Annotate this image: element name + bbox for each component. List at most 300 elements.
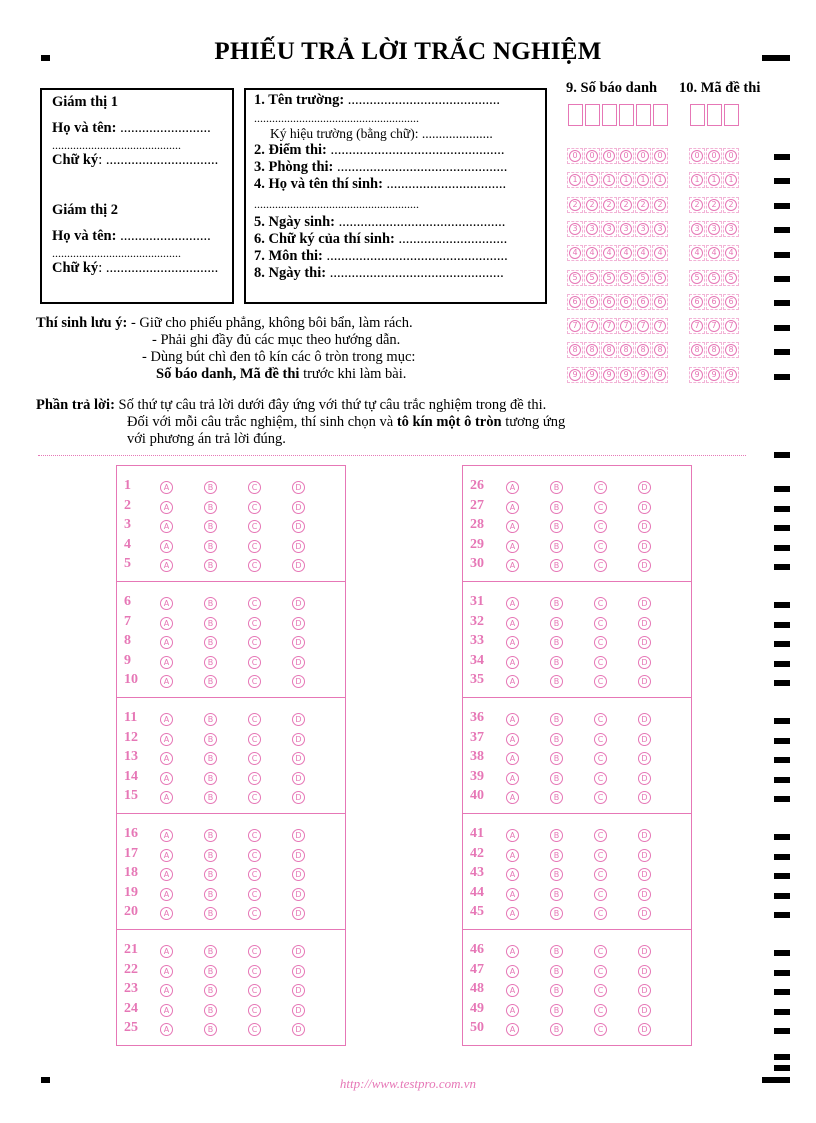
- answer-bubble-a[interactable]: A: [160, 945, 173, 958]
- sbd-digit-bubble[interactable]: 5: [586, 272, 598, 284]
- made-digit-bubble[interactable]: 5: [708, 272, 720, 284]
- made-digit-bubble[interactable]: 1: [708, 174, 720, 186]
- answer-bubble-a[interactable]: A: [160, 559, 173, 572]
- answer-bubble-c[interactable]: C: [594, 907, 607, 920]
- sbd-digit-bubble[interactable]: 2: [637, 199, 649, 211]
- answer-bubble-c[interactable]: C: [248, 849, 261, 862]
- school-field-line[interactable]: .......................................................: [254, 111, 419, 125]
- answer-bubble-a[interactable]: A: [160, 520, 173, 533]
- answer-bubble-a[interactable]: A: [160, 829, 173, 842]
- answer-bubble-b[interactable]: B: [204, 752, 217, 765]
- answer-bubble-c[interactable]: C: [248, 888, 261, 901]
- answer-bubble-a[interactable]: A: [506, 1004, 519, 1017]
- answer-bubble-d[interactable]: D: [638, 501, 651, 514]
- made-digit-bubble[interactable]: 7: [725, 320, 737, 332]
- answer-bubble-d[interactable]: D: [638, 597, 651, 610]
- answer-bubble-c[interactable]: C: [594, 481, 607, 494]
- sbd-digit-bubble[interactable]: 8: [620, 344, 632, 356]
- sbd-digit-bubble[interactable]: 3: [569, 223, 581, 235]
- answer-bubble-b[interactable]: B: [204, 1004, 217, 1017]
- answer-bubble-c[interactable]: C: [594, 501, 607, 514]
- answer-bubble-b[interactable]: B: [550, 907, 563, 920]
- made-digit-bubble[interactable]: 1: [725, 174, 737, 186]
- answer-bubble-c[interactable]: C: [248, 829, 261, 842]
- answer-bubble-d[interactable]: D: [638, 520, 651, 533]
- answer-bubble-b[interactable]: B: [550, 868, 563, 881]
- answer-bubble-d[interactable]: D: [638, 907, 651, 920]
- made-digit-bubble[interactable]: 0: [725, 150, 737, 162]
- supervisor-1-name[interactable]: Họ và tên: .........................: [52, 120, 211, 136]
- answer-bubble-d[interactable]: D: [638, 791, 651, 804]
- sbd-digit-bubble[interactable]: 2: [586, 199, 598, 211]
- answer-bubble-b[interactable]: B: [550, 597, 563, 610]
- school-code-field[interactable]: Ký hiệu trường (bằng chữ): .....................: [270, 126, 493, 141]
- answer-bubble-c[interactable]: C: [248, 984, 261, 997]
- answer-bubble-a[interactable]: A: [160, 481, 173, 494]
- answer-bubble-c[interactable]: C: [248, 481, 261, 494]
- sbd-digit-bubble[interactable]: 5: [620, 272, 632, 284]
- sbd-digit-bubble[interactable]: 0: [586, 150, 598, 162]
- answer-bubble-c[interactable]: C: [594, 733, 607, 746]
- answer-bubble-a[interactable]: A: [506, 1023, 519, 1036]
- answer-bubble-a[interactable]: A: [160, 675, 173, 688]
- answer-bubble-a[interactable]: A: [506, 772, 519, 785]
- answer-bubble-d[interactable]: D: [292, 559, 305, 572]
- answer-bubble-b[interactable]: B: [204, 772, 217, 785]
- subject-field[interactable]: 7. Môn thi: ..................................................: [254, 248, 508, 264]
- answer-bubble-a[interactable]: A: [160, 656, 173, 669]
- sbd-digit-bubble[interactable]: 4: [603, 247, 615, 259]
- answer-bubble-b[interactable]: B: [550, 772, 563, 785]
- sbd-digit-bubble[interactable]: 1: [569, 174, 581, 186]
- answer-bubble-c[interactable]: C: [594, 1023, 607, 1036]
- sbd-digit-bubble[interactable]: 3: [603, 223, 615, 235]
- answer-bubble-c[interactable]: C: [594, 984, 607, 997]
- answer-bubble-c[interactable]: C: [248, 501, 261, 514]
- answer-bubble-b[interactable]: B: [204, 829, 217, 842]
- answer-bubble-d[interactable]: D: [292, 791, 305, 804]
- answer-bubble-b[interactable]: B: [550, 984, 563, 997]
- answer-bubble-c[interactable]: C: [248, 752, 261, 765]
- answer-bubble-a[interactable]: A: [160, 501, 173, 514]
- supervisor-1-name-line[interactable]: ...........................................: [52, 138, 181, 152]
- answer-bubble-b[interactable]: B: [204, 675, 217, 688]
- answer-bubble-d[interactable]: D: [638, 849, 651, 862]
- sbd-digit-bubble[interactable]: 0: [637, 150, 649, 162]
- answer-bubble-c[interactable]: C: [248, 1004, 261, 1017]
- made-digit-bubble[interactable]: 6: [725, 296, 737, 308]
- sbd-digit-box[interactable]: [653, 104, 668, 126]
- answer-bubble-d[interactable]: D: [638, 675, 651, 688]
- answer-bubble-d[interactable]: D: [638, 888, 651, 901]
- answer-bubble-a[interactable]: A: [506, 559, 519, 572]
- answer-bubble-c[interactable]: C: [594, 520, 607, 533]
- answer-bubble-d[interactable]: D: [638, 713, 651, 726]
- answer-bubble-a[interactable]: A: [506, 907, 519, 920]
- made-digit-bubble[interactable]: 8: [691, 344, 703, 356]
- answer-bubble-a[interactable]: A: [506, 829, 519, 842]
- answer-bubble-d[interactable]: D: [292, 733, 305, 746]
- answer-bubble-d[interactable]: D: [292, 984, 305, 997]
- answer-bubble-a[interactable]: A: [160, 791, 173, 804]
- made-digit-box[interactable]: [690, 104, 705, 126]
- answer-bubble-c[interactable]: C: [594, 636, 607, 649]
- answer-bubble-c[interactable]: C: [248, 772, 261, 785]
- made-digit-bubble[interactable]: 7: [691, 320, 703, 332]
- answer-bubble-d[interactable]: D: [292, 481, 305, 494]
- sbd-digit-bubble[interactable]: 2: [569, 199, 581, 211]
- sbd-digit-bubble[interactable]: 7: [603, 320, 615, 332]
- answer-bubble-c[interactable]: C: [248, 965, 261, 978]
- room-field[interactable]: 3. Phòng thi: ...............................................: [254, 159, 508, 175]
- answer-bubble-b[interactable]: B: [204, 791, 217, 804]
- answer-bubble-b[interactable]: B: [550, 888, 563, 901]
- answer-bubble-b[interactable]: B: [550, 559, 563, 572]
- sbd-digit-bubble[interactable]: 9: [654, 369, 666, 381]
- made-digit-box[interactable]: [724, 104, 739, 126]
- made-digit-bubble[interactable]: 9: [708, 369, 720, 381]
- answer-bubble-a[interactable]: A: [506, 733, 519, 746]
- sbd-digit-bubble[interactable]: 2: [603, 199, 615, 211]
- answer-bubble-b[interactable]: B: [204, 481, 217, 494]
- school-field[interactable]: 1. Tên trường: ..........................................: [254, 92, 501, 108]
- answer-bubble-b[interactable]: B: [204, 597, 217, 610]
- answer-bubble-d[interactable]: D: [292, 1004, 305, 1017]
- sbd-digit-bubble[interactable]: 7: [569, 320, 581, 332]
- answer-bubble-a[interactable]: A: [160, 772, 173, 785]
- sbd-digit-bubble[interactable]: 8: [586, 344, 598, 356]
- answer-bubble-d[interactable]: D: [292, 752, 305, 765]
- made-digit-bubble[interactable]: 5: [691, 272, 703, 284]
- answer-bubble-c[interactable]: C: [248, 907, 261, 920]
- answer-bubble-d[interactable]: D: [292, 675, 305, 688]
- answer-bubble-c[interactable]: C: [248, 945, 261, 958]
- sbd-digit-bubble[interactable]: 4: [620, 247, 632, 259]
- answer-bubble-d[interactable]: D: [638, 752, 651, 765]
- sbd-digit-bubble[interactable]: 7: [586, 320, 598, 332]
- answer-bubble-a[interactable]: A: [506, 984, 519, 997]
- made-digit-bubble[interactable]: 0: [691, 150, 703, 162]
- sbd-digit-box[interactable]: [585, 104, 600, 126]
- made-digit-bubble[interactable]: 4: [725, 247, 737, 259]
- answer-bubble-a[interactable]: A: [160, 1004, 173, 1017]
- answer-bubble-b[interactable]: B: [204, 907, 217, 920]
- answer-bubble-a[interactable]: A: [160, 1023, 173, 1036]
- answer-bubble-b[interactable]: B: [204, 888, 217, 901]
- answer-bubble-a[interactable]: A: [506, 965, 519, 978]
- answer-bubble-b[interactable]: B: [204, 733, 217, 746]
- sbd-digit-bubble[interactable]: 9: [637, 369, 649, 381]
- sbd-digit-bubble[interactable]: 5: [603, 272, 615, 284]
- supervisor-2-name[interactable]: Họ và tên: .........................: [52, 228, 211, 244]
- answer-bubble-a[interactable]: A: [160, 733, 173, 746]
- answer-bubble-d[interactable]: D: [292, 520, 305, 533]
- made-digit-bubble[interactable]: 6: [708, 296, 720, 308]
- answer-bubble-d[interactable]: D: [638, 945, 651, 958]
- answer-bubble-b[interactable]: B: [550, 520, 563, 533]
- sbd-digit-bubble[interactable]: 3: [637, 223, 649, 235]
- answer-bubble-d[interactable]: D: [292, 1023, 305, 1036]
- sbd-digit-bubble[interactable]: 9: [620, 369, 632, 381]
- made-digit-bubble[interactable]: 3: [691, 223, 703, 235]
- answer-bubble-b[interactable]: B: [204, 1023, 217, 1036]
- answer-bubble-c[interactable]: C: [594, 1004, 607, 1017]
- answer-bubble-b[interactable]: B: [550, 1023, 563, 1036]
- answer-bubble-c[interactable]: C: [248, 868, 261, 881]
- answer-bubble-d[interactable]: D: [292, 636, 305, 649]
- answer-bubble-c[interactable]: C: [594, 965, 607, 978]
- answer-bubble-b[interactable]: B: [550, 1004, 563, 1017]
- sbd-digit-bubble[interactable]: 4: [586, 247, 598, 259]
- sbd-digit-bubble[interactable]: 7: [637, 320, 649, 332]
- sbd-digit-box[interactable]: [602, 104, 617, 126]
- sbd-digit-bubble[interactable]: 6: [654, 296, 666, 308]
- answer-bubble-a[interactable]: A: [160, 597, 173, 610]
- answer-bubble-b[interactable]: B: [204, 520, 217, 533]
- answer-bubble-b[interactable]: B: [550, 945, 563, 958]
- answer-bubble-a[interactable]: A: [160, 540, 173, 553]
- sbd-digit-bubble[interactable]: 1: [603, 174, 615, 186]
- answer-bubble-b[interactable]: B: [550, 636, 563, 649]
- answer-bubble-c[interactable]: C: [248, 656, 261, 669]
- answer-bubble-b[interactable]: B: [550, 713, 563, 726]
- supervisor-2-sign[interactable]: Chữ ký: ...............................: [52, 260, 219, 276]
- made-digit-bubble[interactable]: 2: [708, 199, 720, 211]
- answer-bubble-a[interactable]: A: [160, 888, 173, 901]
- answer-bubble-d[interactable]: D: [638, 829, 651, 842]
- sbd-digit-bubble[interactable]: 5: [637, 272, 649, 284]
- sbd-digit-bubble[interactable]: 0: [654, 150, 666, 162]
- answer-bubble-a[interactable]: A: [506, 752, 519, 765]
- footer-url[interactable]: http://www.testpro.com.vn: [339, 1076, 477, 1091]
- answer-bubble-a[interactable]: A: [506, 501, 519, 514]
- answer-bubble-a[interactable]: A: [506, 597, 519, 610]
- answer-bubble-a[interactable]: A: [506, 675, 519, 688]
- answer-bubble-c[interactable]: C: [248, 597, 261, 610]
- answer-bubble-b[interactable]: B: [550, 733, 563, 746]
- made-digit-bubble[interactable]: 8: [725, 344, 737, 356]
- candidate-name-line[interactable]: .......................................................: [254, 197, 419, 211]
- supervisor-2-name-line[interactable]: ...........................................: [52, 246, 181, 260]
- sbd-digit-bubble[interactable]: 4: [654, 247, 666, 259]
- sbd-digit-bubble[interactable]: 6: [620, 296, 632, 308]
- answer-bubble-c[interactable]: C: [594, 945, 607, 958]
- answer-bubble-b[interactable]: B: [550, 675, 563, 688]
- answer-bubble-c[interactable]: C: [594, 675, 607, 688]
- sbd-digit-bubble[interactable]: 0: [620, 150, 632, 162]
- answer-bubble-a[interactable]: A: [506, 888, 519, 901]
- sbd-digit-bubble[interactable]: 3: [620, 223, 632, 235]
- answer-bubble-c[interactable]: C: [248, 617, 261, 630]
- answer-bubble-d[interactable]: D: [292, 868, 305, 881]
- answer-bubble-d[interactable]: D: [292, 540, 305, 553]
- made-digit-bubble[interactable]: 4: [691, 247, 703, 259]
- answer-bubble-c[interactable]: C: [594, 540, 607, 553]
- answer-bubble-d[interactable]: D: [638, 1023, 651, 1036]
- answer-bubble-d[interactable]: D: [292, 945, 305, 958]
- made-digit-bubble[interactable]: 9: [725, 369, 737, 381]
- answer-bubble-c[interactable]: C: [594, 713, 607, 726]
- answer-bubble-c[interactable]: C: [594, 829, 607, 842]
- candidate-sign-field[interactable]: 6. Chữ ký của thí sinh: ..............................: [254, 231, 508, 247]
- answer-bubble-d[interactable]: D: [292, 965, 305, 978]
- answer-bubble-b[interactable]: B: [204, 540, 217, 553]
- answer-bubble-d[interactable]: D: [638, 733, 651, 746]
- answer-bubble-c[interactable]: C: [594, 791, 607, 804]
- answer-bubble-d[interactable]: D: [638, 617, 651, 630]
- answer-bubble-a[interactable]: A: [506, 791, 519, 804]
- answer-bubble-b[interactable]: B: [550, 501, 563, 514]
- answer-bubble-b[interactable]: B: [550, 849, 563, 862]
- answer-bubble-b[interactable]: B: [550, 617, 563, 630]
- answer-bubble-a[interactable]: A: [506, 945, 519, 958]
- answer-bubble-c[interactable]: C: [248, 540, 261, 553]
- sbd-digit-box[interactable]: [636, 104, 651, 126]
- answer-bubble-b[interactable]: B: [204, 849, 217, 862]
- answer-bubble-d[interactable]: D: [638, 984, 651, 997]
- answer-bubble-d[interactable]: D: [292, 597, 305, 610]
- answer-bubble-b[interactable]: B: [204, 945, 217, 958]
- sbd-digit-bubble[interactable]: 2: [620, 199, 632, 211]
- answer-bubble-a[interactable]: A: [506, 636, 519, 649]
- made-digit-bubble[interactable]: 2: [725, 199, 737, 211]
- answer-bubble-d[interactable]: D: [292, 888, 305, 901]
- answer-bubble-d[interactable]: D: [638, 965, 651, 978]
- answer-bubble-b[interactable]: B: [204, 965, 217, 978]
- answer-bubble-b[interactable]: B: [550, 481, 563, 494]
- answer-bubble-b[interactable]: B: [204, 636, 217, 649]
- sbd-digit-bubble[interactable]: 7: [654, 320, 666, 332]
- sbd-digit-bubble[interactable]: 3: [654, 223, 666, 235]
- answer-bubble-a[interactable]: A: [160, 752, 173, 765]
- answer-bubble-d[interactable]: D: [638, 540, 651, 553]
- answer-bubble-b[interactable]: B: [204, 501, 217, 514]
- answer-bubble-b[interactable]: B: [550, 829, 563, 842]
- made-digit-box[interactable]: [707, 104, 722, 126]
- answer-bubble-a[interactable]: A: [506, 481, 519, 494]
- answer-bubble-b[interactable]: B: [550, 791, 563, 804]
- answer-bubble-d[interactable]: D: [292, 907, 305, 920]
- sbd-digit-bubble[interactable]: 9: [603, 369, 615, 381]
- answer-bubble-c[interactable]: C: [594, 888, 607, 901]
- answer-bubble-a[interactable]: A: [160, 617, 173, 630]
- sbd-digit-bubble[interactable]: 8: [569, 344, 581, 356]
- answer-bubble-a[interactable]: A: [160, 868, 173, 881]
- answer-bubble-b[interactable]: B: [550, 965, 563, 978]
- answer-bubble-b[interactable]: B: [204, 868, 217, 881]
- made-digit-bubble[interactable]: 3: [725, 223, 737, 235]
- answer-bubble-c[interactable]: C: [594, 772, 607, 785]
- answer-bubble-a[interactable]: A: [506, 520, 519, 533]
- sbd-digit-bubble[interactable]: 8: [637, 344, 649, 356]
- answer-bubble-d[interactable]: D: [292, 849, 305, 862]
- sbd-digit-bubble[interactable]: 2: [654, 199, 666, 211]
- made-digit-bubble[interactable]: 0: [708, 150, 720, 162]
- sbd-digit-bubble[interactable]: 4: [569, 247, 581, 259]
- answer-bubble-b[interactable]: B: [204, 713, 217, 726]
- answer-bubble-a[interactable]: A: [506, 713, 519, 726]
- answer-bubble-b[interactable]: B: [204, 656, 217, 669]
- answer-bubble-c[interactable]: C: [248, 675, 261, 688]
- answer-bubble-d[interactable]: D: [638, 636, 651, 649]
- made-digit-bubble[interactable]: 2: [691, 199, 703, 211]
- answer-bubble-b[interactable]: B: [204, 559, 217, 572]
- answer-bubble-a[interactable]: A: [506, 849, 519, 862]
- answer-bubble-d[interactable]: D: [292, 617, 305, 630]
- answer-bubble-a[interactable]: A: [160, 636, 173, 649]
- answer-bubble-a[interactable]: A: [160, 713, 173, 726]
- answer-bubble-c[interactable]: C: [248, 636, 261, 649]
- sbd-digit-box[interactable]: [568, 104, 583, 126]
- answer-bubble-c[interactable]: C: [594, 656, 607, 669]
- sbd-digit-bubble[interactable]: 6: [586, 296, 598, 308]
- made-digit-bubble[interactable]: 1: [691, 174, 703, 186]
- answer-bubble-a[interactable]: A: [506, 656, 519, 669]
- answer-bubble-a[interactable]: A: [506, 617, 519, 630]
- sbd-digit-bubble[interactable]: 9: [569, 369, 581, 381]
- dob-field[interactable]: 5. Ngày sinh: ..............................................: [254, 214, 506, 230]
- made-digit-bubble[interactable]: 4: [708, 247, 720, 259]
- exam-date-field[interactable]: 8. Ngày thi: ................................................: [254, 265, 504, 281]
- answer-bubble-d[interactable]: D: [638, 868, 651, 881]
- sbd-digit-bubble[interactable]: 0: [603, 150, 615, 162]
- answer-bubble-b[interactable]: B: [204, 617, 217, 630]
- answer-bubble-b[interactable]: B: [550, 540, 563, 553]
- answer-bubble-d[interactable]: D: [292, 772, 305, 785]
- sbd-digit-bubble[interactable]: 1: [586, 174, 598, 186]
- sbd-digit-bubble[interactable]: 6: [603, 296, 615, 308]
- answer-bubble-c[interactable]: C: [594, 597, 607, 610]
- sbd-digit-bubble[interactable]: 1: [654, 174, 666, 186]
- answer-bubble-a[interactable]: A: [506, 868, 519, 881]
- made-digit-bubble[interactable]: 3: [708, 223, 720, 235]
- answer-bubble-d[interactable]: D: [638, 559, 651, 572]
- sbd-digit-bubble[interactable]: 6: [637, 296, 649, 308]
- sbd-digit-bubble[interactable]: 7: [620, 320, 632, 332]
- exam-site-field[interactable]: 2. Điểm thi: ................................................: [254, 142, 505, 158]
- sbd-digit-bubble[interactable]: 5: [654, 272, 666, 284]
- sbd-digit-box[interactable]: [619, 104, 634, 126]
- sbd-digit-bubble[interactable]: 1: [620, 174, 632, 186]
- answer-bubble-a[interactable]: A: [160, 907, 173, 920]
- made-digit-bubble[interactable]: 5: [725, 272, 737, 284]
- answer-bubble-c[interactable]: C: [594, 868, 607, 881]
- answer-bubble-a[interactable]: A: [160, 849, 173, 862]
- answer-bubble-d[interactable]: D: [292, 829, 305, 842]
- answer-bubble-d[interactable]: D: [638, 481, 651, 494]
- sbd-digit-bubble[interactable]: 3: [586, 223, 598, 235]
- answer-bubble-d[interactable]: D: [292, 713, 305, 726]
- answer-bubble-d[interactable]: D: [638, 656, 651, 669]
- answer-bubble-c[interactable]: C: [594, 849, 607, 862]
- made-digit-bubble[interactable]: 9: [691, 369, 703, 381]
- made-digit-bubble[interactable]: 6: [691, 296, 703, 308]
- answer-bubble-d[interactable]: D: [292, 656, 305, 669]
- sbd-digit-bubble[interactable]: 8: [654, 344, 666, 356]
- answer-bubble-a[interactable]: A: [160, 965, 173, 978]
- answer-bubble-c[interactable]: C: [248, 733, 261, 746]
- sbd-digit-bubble[interactable]: 1: [637, 174, 649, 186]
- sbd-digit-bubble[interactable]: 9: [586, 369, 598, 381]
- sbd-digit-bubble[interactable]: 0: [569, 150, 581, 162]
- sbd-digit-bubble[interactable]: 6: [569, 296, 581, 308]
- made-digit-bubble[interactable]: 8: [708, 344, 720, 356]
- answer-bubble-b[interactable]: B: [550, 752, 563, 765]
- answer-bubble-d[interactable]: D: [292, 501, 305, 514]
- answer-bubble-b[interactable]: B: [550, 656, 563, 669]
- supervisor-1-sign[interactable]: Chữ ký: ...............................: [52, 152, 219, 168]
- candidate-name-field[interactable]: 4. Họ và tên thí sinh: .................................: [254, 176, 507, 192]
